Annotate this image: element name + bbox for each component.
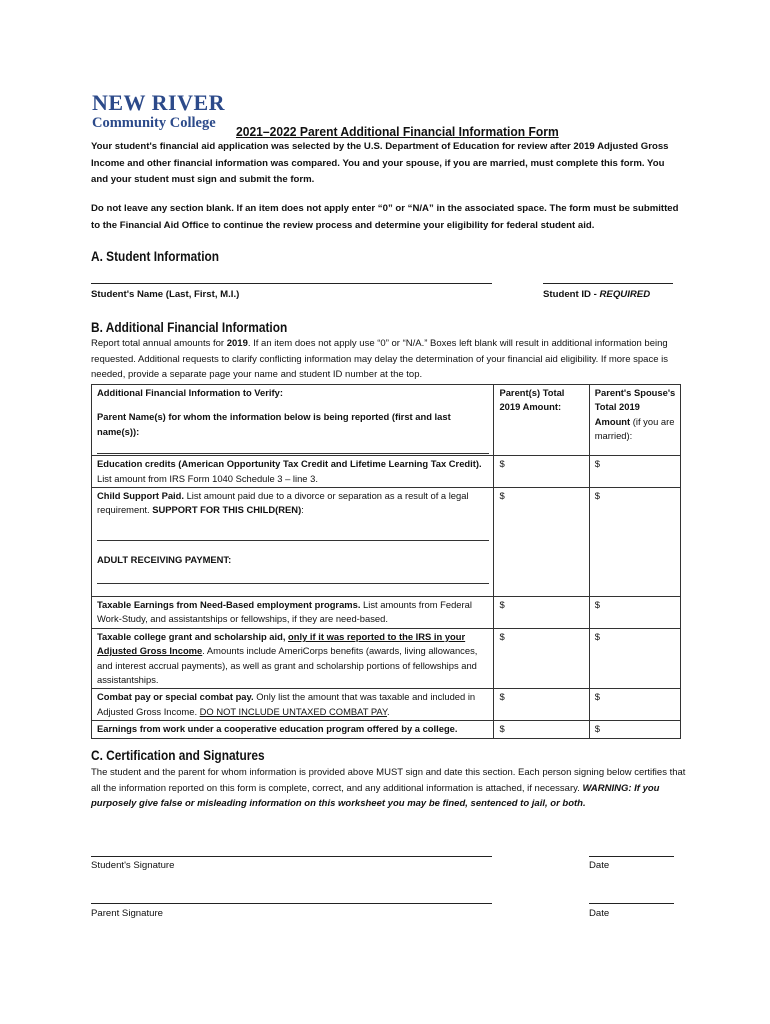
amount-field-spouse[interactable]: $: [589, 488, 680, 597]
amount-field-parent[interactable]: $: [494, 689, 589, 721]
header-cell-parent-total: Parent(s) Total 2019 Amount:: [494, 385, 589, 456]
amount-field-spouse[interactable]: $: [589, 456, 680, 488]
row-taxable-earnings: Taxable Earnings from Need-Based employment programs. List amounts from Federal Work-Study, and assistantships or fellowships, if they are need-based.: [92, 597, 494, 629]
adult-receiving-field[interactable]: [97, 583, 489, 584]
amount-field-parent[interactable]: $: [494, 488, 589, 597]
parent-signature-label: Parent Signature: [91, 908, 163, 919]
amount-field-parent[interactable]: $: [494, 628, 589, 689]
parent-signature-field[interactable]: [91, 903, 492, 904]
required-note: REQUIRED: [599, 289, 651, 300]
parent-date-field[interactable]: [589, 903, 674, 904]
amount-field-spouse[interactable]: $: [589, 721, 680, 738]
child-support-field[interactable]: [97, 540, 489, 541]
table-row: [92, 628, 681, 689]
section-c-heading: C. Certification and Signatures: [91, 748, 265, 763]
student-date-field[interactable]: [589, 856, 674, 857]
section-a-heading: A. Student Information: [91, 249, 220, 264]
financial-info-table: [91, 384, 681, 739]
header-cell-spouse-total: Parent's Spouse's Total 2019 Amount (if you are married):: [589, 385, 680, 456]
student-name-field[interactable]: [91, 283, 492, 284]
row-child-support: Child Support Paid. List amount paid due to a divorce or separation as a result of a legal requirement. SUPPORT FOR THIS CHILD(REN): ADULT RECEIVING PAYMENT:: [92, 488, 494, 597]
student-name-label: Student's Name (Last, First, M.I.): [91, 289, 240, 300]
parent-names-field[interactable]: [97, 453, 489, 454]
intro-paragraph-2: Do not leave any section blank. If an item does not apply enter “0” or “N/A” in the associated space. The form must be submitted to the Financial Aid Office to continue the review process and determine your eligibility for federal student aid.: [91, 203, 679, 231]
row-combat-pay: Combat pay or special combat pay. Only list the amount that was taxable and included in Adjusted Gross Income. DO NOT INCLUDE UNTAXED COMBAT PAY.: [92, 689, 494, 721]
section-b-instructions: Report total annual amounts for 2019. If an item does not apply use “0” or “N/A.” Boxes left blank will result in additional information being requested. Additional requests to clarify conflicting information may delay the determination of your financial aid eligibility. If more space is needed, provide a separate page your name and student ID number at the top.: [91, 338, 668, 381]
row-education-credits: Education credits (American Opportunity Tax Credit and Lifetime Learning Tax Credit). List amount from IRS Form 1040 Schedule 3 – line 3.: [92, 456, 494, 488]
table-row: [92, 456, 681, 488]
amount-field-parent[interactable]: $: [494, 721, 589, 738]
student-signature-field[interactable]: [91, 856, 492, 857]
student-id-label: Student ID - REQUIRED: [543, 289, 651, 300]
table-row: [92, 488, 681, 597]
amount-field-spouse[interactable]: $: [589, 597, 680, 629]
table-header-row: [92, 385, 681, 456]
table-row: [92, 721, 681, 738]
student-id-field[interactable]: [543, 283, 673, 284]
certification-text: The student and the parent for whom information is provided above MUST sign and date this section. Each person signing below certifies that all the information reported on this form is complete, correct, and any additional information is attached, if necessary. WARNING: If you purposely give false or misleading information on this worksheet you may be fined, sentenced to jail, or both.: [91, 767, 686, 810]
row-grant-scholarship: Taxable college grant and scholarship aid, only if it was reported to the IRS in your Adjusted Gross Income. Amounts include AmeriCorps benefits (awards, living allowances, and interest accrual payments), as well as grant and scholarship portions of fellowships and assistantships.: [92, 628, 494, 689]
table-row: [92, 689, 681, 721]
table-row: [92, 597, 681, 629]
student-date-label: Date: [589, 860, 610, 871]
form-title: 2021–2022 Parent Additional Financial Information Form: [236, 124, 559, 139]
college-logo-name: NEW RIVER: [92, 90, 226, 115]
warning-text: WARNING: If you purposely give false or misleading information on this worksheet you may be fined, sentenced to jail, or both.: [91, 782, 660, 810]
intro-paragraph-1: Your student's financial aid application was selected by the U.S. Department of Education for review after 2019 Adjusted Gross Income and other financial information was compared. You and your spouse, if you are married, must complete this form. You and your student must sign and submit the form.: [91, 141, 669, 185]
college-logo-subtitle: Community College: [92, 115, 216, 131]
amount-field-spouse[interactable]: $: [589, 689, 680, 721]
row-coop-earnings: Earnings from work under a cooperative education program offered by a college.: [92, 721, 494, 738]
section-b-heading: B. Additional Financial Information: [91, 320, 288, 335]
parent-date-label: Date: [589, 908, 610, 919]
header-cell-item: Additional Financial Information to Verify: Parent Name(s) for whom the information below is being reported (first and last name(s)):: [92, 385, 494, 456]
amount-field-parent[interactable]: $: [494, 597, 589, 629]
amount-field-spouse[interactable]: $: [589, 628, 680, 689]
amount-field-parent[interactable]: $: [494, 456, 589, 488]
student-signature-label: Student's Signature: [91, 860, 175, 871]
